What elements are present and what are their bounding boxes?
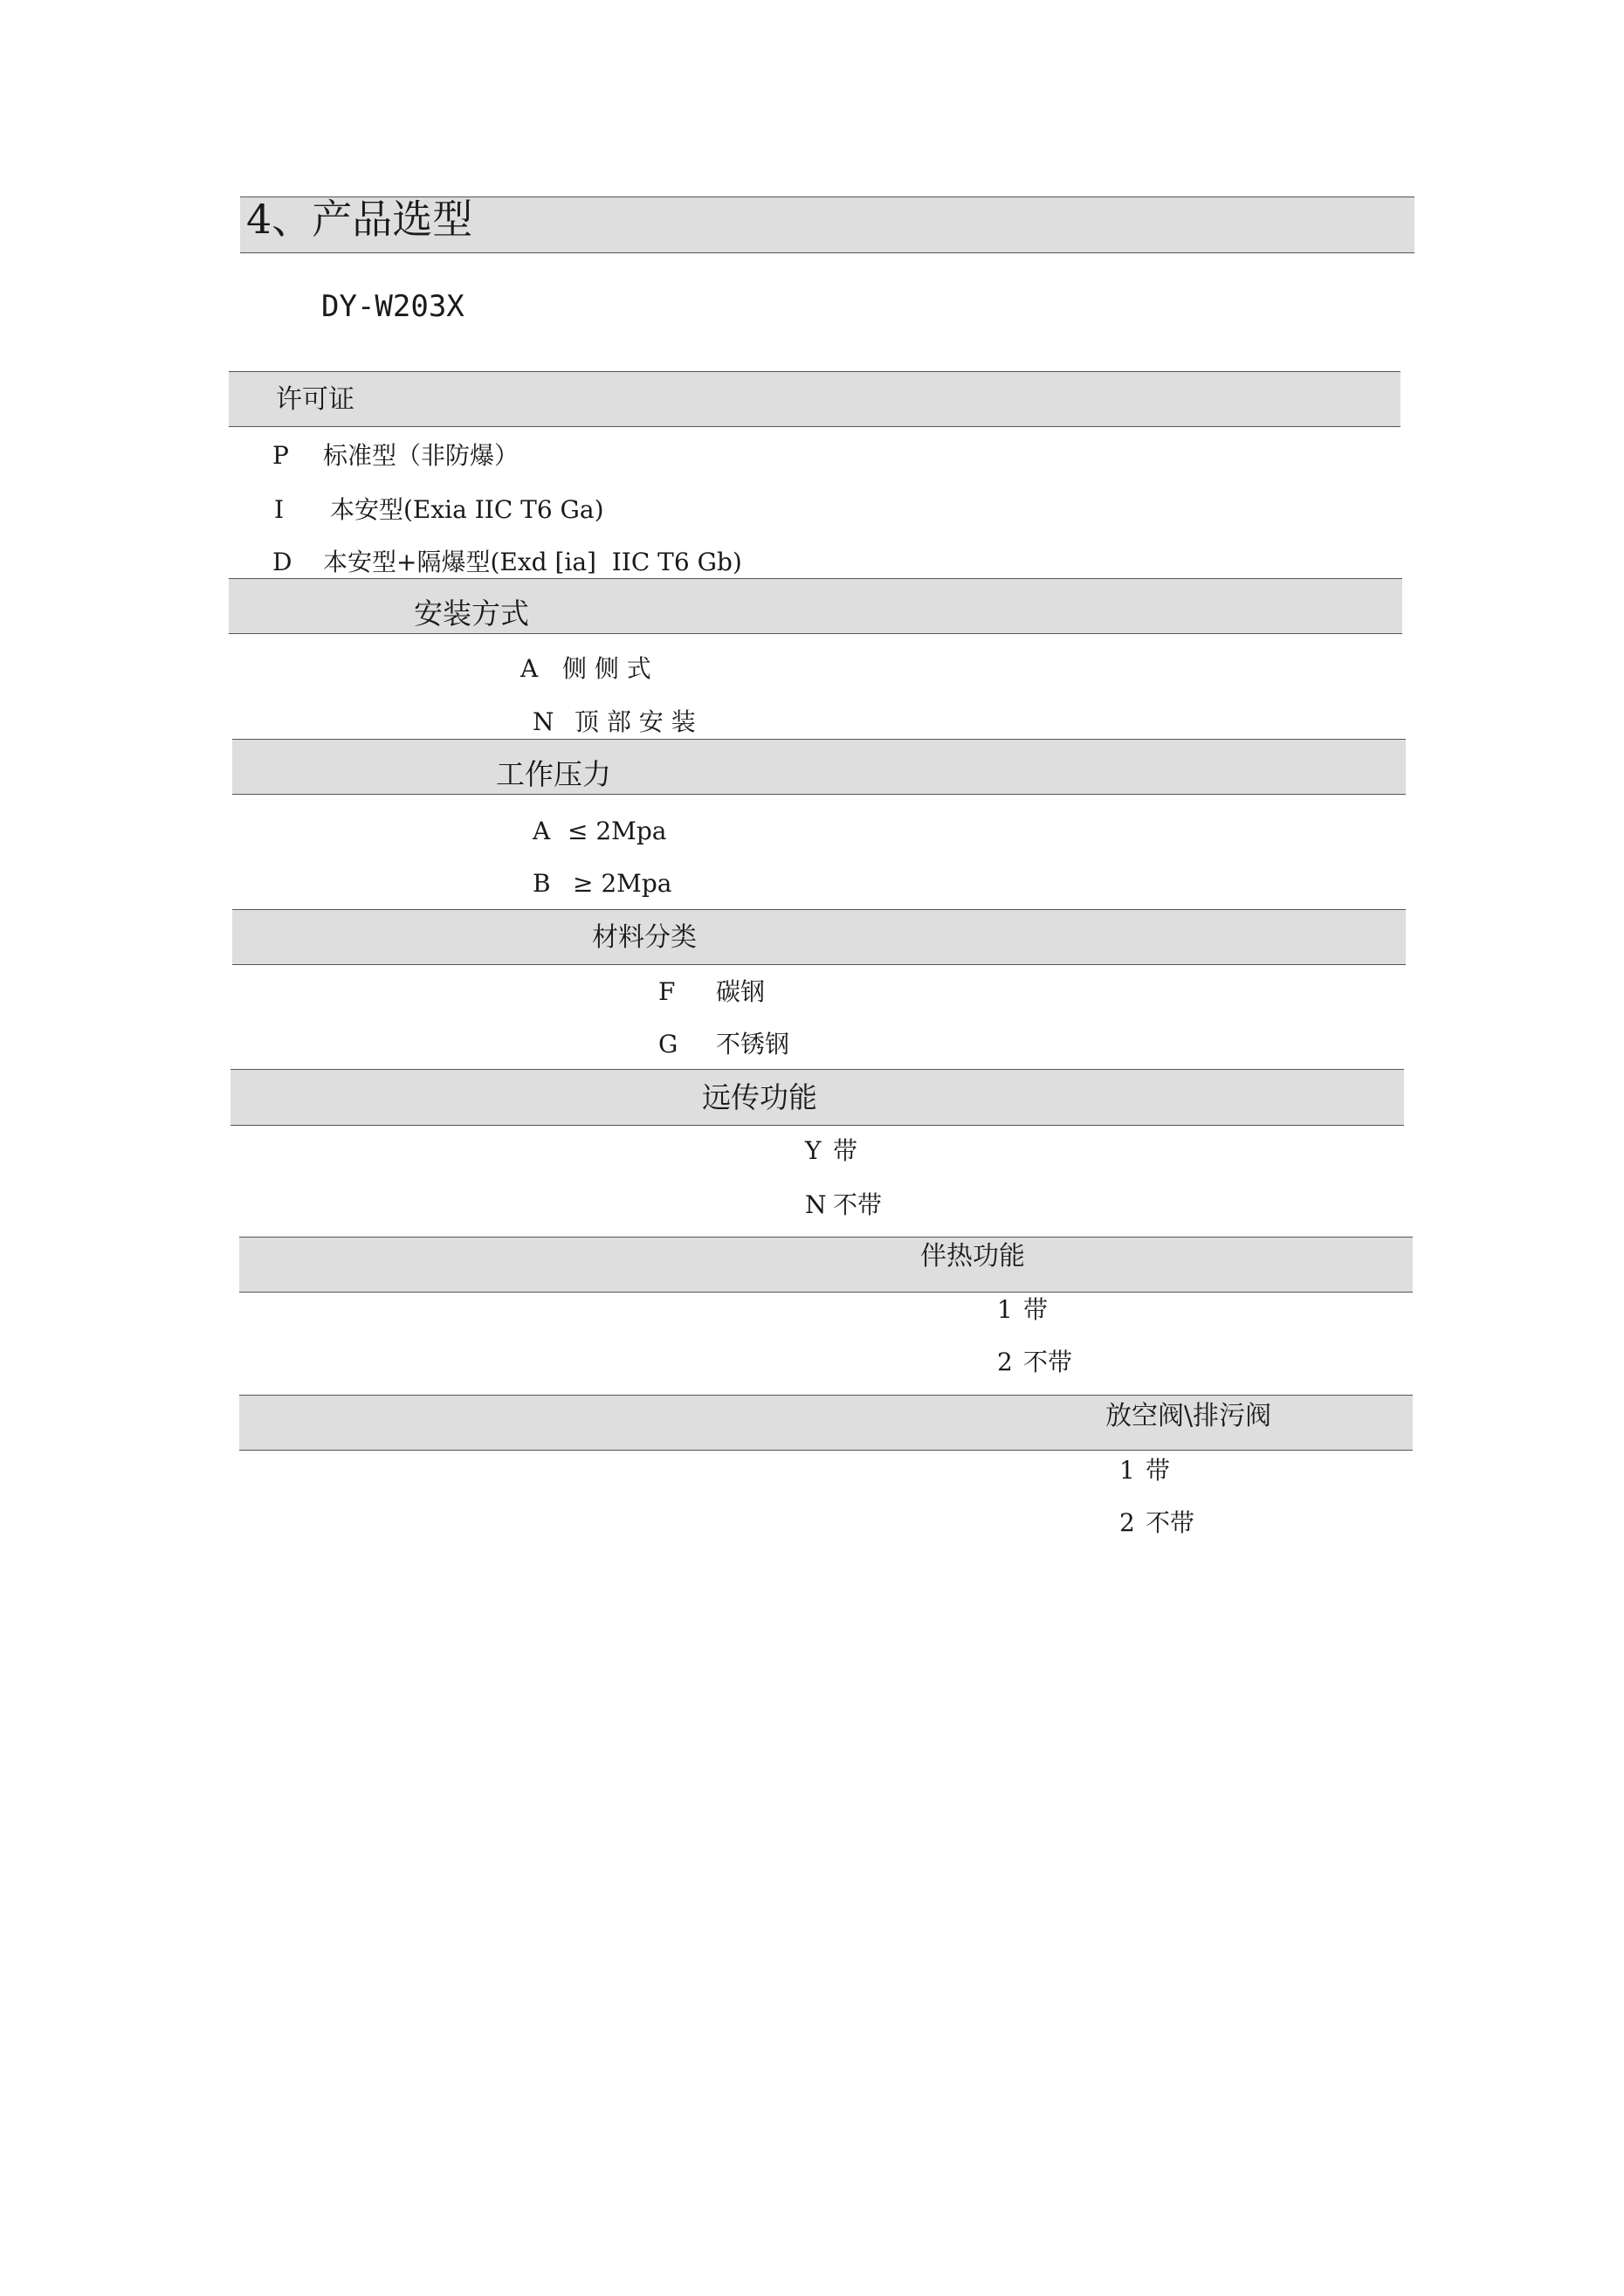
option-code: N — [533, 707, 554, 736]
option-code: I — [274, 495, 285, 524]
group-header-band-installation — [229, 578, 1402, 634]
section-title: 4、产品选型 — [246, 196, 473, 243]
option-code: F — [658, 977, 676, 1006]
option-code: N — [805, 1190, 827, 1219]
option-label: 本安型(Exia IIC T6 Ga) — [330, 495, 604, 524]
option-label: 本安型+隔爆型(Exd [ia] IIC T6 Gb) — [323, 548, 742, 576]
option-code: D — [272, 548, 292, 576]
option-code: A — [520, 654, 539, 683]
option-label: 标准型（非防爆） — [323, 441, 520, 470]
group-header-license: 许可证 — [276, 384, 354, 415]
option-code: A — [533, 817, 551, 845]
group-header-remote: 远传功能 — [702, 1080, 817, 1114]
group-header-band-heating — [239, 1237, 1413, 1293]
option-label: 碳钢 — [716, 977, 766, 1006]
group-header-pressure: 工作压力 — [496, 757, 611, 791]
option-code: P — [272, 441, 289, 470]
group-header-heating: 伴热功能 — [920, 1241, 1025, 1272]
option-label: 顶 部 安 装 — [575, 707, 696, 736]
option-code: 1 — [1119, 1456, 1135, 1485]
option-label: 不带 — [1146, 1508, 1195, 1537]
option-code: Y — [805, 1136, 822, 1165]
option-label: 侧 侧 式 — [562, 654, 651, 683]
option-code: 1 — [997, 1295, 1013, 1324]
group-header-band-pressure — [232, 739, 1406, 795]
option-code: 2 — [997, 1348, 1013, 1376]
group-header-material: 材料分类 — [592, 922, 697, 953]
option-label: 带 — [1146, 1456, 1171, 1485]
group-header-band-material — [232, 909, 1406, 965]
group-header-installation: 安装方式 — [414, 596, 529, 631]
model-number: DY-W203X — [321, 289, 464, 324]
option-label: 不锈钢 — [716, 1030, 790, 1058]
group-header-valves: 放空阀\排污阀 — [1105, 1401, 1272, 1431]
option-label: 带 — [833, 1136, 858, 1165]
option-label: 不带 — [833, 1190, 883, 1219]
option-code: B — [533, 869, 551, 898]
option-label: ≥ 2Mpa — [573, 869, 672, 898]
option-code: G — [658, 1030, 678, 1058]
option-code: 2 — [1119, 1508, 1135, 1537]
option-label: 不带 — [1023, 1348, 1073, 1376]
option-label: 带 — [1023, 1295, 1049, 1324]
group-header-band-remote — [231, 1069, 1404, 1126]
group-header-band-license — [229, 371, 1400, 427]
option-label: ≤ 2Mpa — [568, 817, 667, 845]
